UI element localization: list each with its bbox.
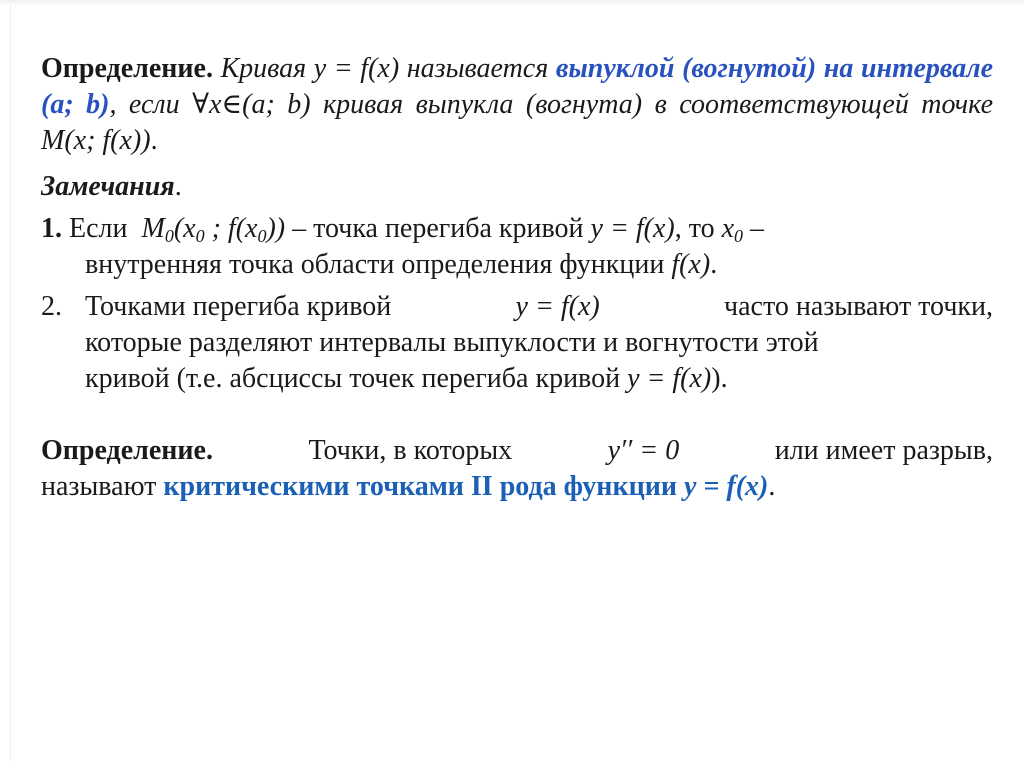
definition-text: называется: [406, 53, 549, 84]
formula-y-fx: y = f(x): [627, 363, 712, 394]
remarks-title-dot: .: [174, 171, 182, 202]
remark-text: которые разделяют интервалы выпуклости и вогнутости этой: [85, 327, 819, 358]
formula-y-fx: y = f(x): [590, 213, 675, 244]
term-concave: (вогнутой): [682, 53, 817, 84]
remark-text: внутренняя точка области определения функции: [85, 249, 665, 280]
remark-text: – точка перегиба кривой: [292, 213, 584, 244]
definition-text: , если ∀x∈(a; b) кривая выпукла: [109, 89, 514, 120]
formula-fx: f(x): [671, 249, 711, 280]
slide: [10, 5, 1015, 762]
definition-critical-points: [41, 433, 993, 505]
remark-text: , то: [674, 213, 715, 244]
term-critical-points: критическими точками II рода функции: [163, 471, 677, 502]
remarks-title: Замечания: [41, 171, 175, 202]
remark-2: [41, 289, 993, 397]
formula-y-fx: y = f(x): [515, 291, 600, 322]
definition-label: Определение.: [41, 53, 213, 84]
remark-dash: –: [750, 213, 765, 244]
definition-text: Кривая: [220, 53, 307, 84]
formula-second-derivative: y′′ = 0: [607, 435, 680, 466]
definition-text: Точки, в которых: [308, 435, 513, 466]
definition-text: или имеет разрыв,: [774, 435, 993, 466]
remark-end: .: [710, 249, 718, 280]
remark-text: Точками перегиба кривой: [85, 291, 392, 322]
definition-end: .: [150, 125, 158, 156]
formula-y-fx: y = f(x): [683, 471, 769, 502]
remark-number: 1.: [41, 213, 62, 244]
definition-convexity: [41, 51, 993, 159]
remark-1: [41, 211, 993, 283]
term-on-interval: на интервале (a; b): [41, 53, 994, 120]
remark-end: ).: [711, 363, 728, 394]
remark-number: 2.: [41, 291, 62, 322]
formula-y-fx: y = f(x): [313, 53, 400, 84]
remark-text: кривой (т.е. абсциссы точек перегиба кривой: [85, 363, 621, 394]
term-convex: выпуклой: [555, 53, 675, 84]
slide-content: [41, 51, 993, 505]
remarks-heading: [41, 169, 993, 205]
definition-end: .: [768, 471, 776, 502]
remark-text: Если: [69, 213, 128, 244]
formula-point-m: M(x; f(x)): [41, 125, 151, 156]
definition-text: (вогнута) в соответствующей точке: [525, 89, 993, 120]
definition-label: Определение.: [41, 435, 213, 466]
formula-m0: $M_0(x_0$ ; $f(x_0)$): [141, 213, 286, 246]
formula-x0: $x_0$: [721, 213, 744, 246]
definition-text: называют: [41, 471, 157, 502]
remark-text: часто называют точки,: [724, 291, 993, 322]
